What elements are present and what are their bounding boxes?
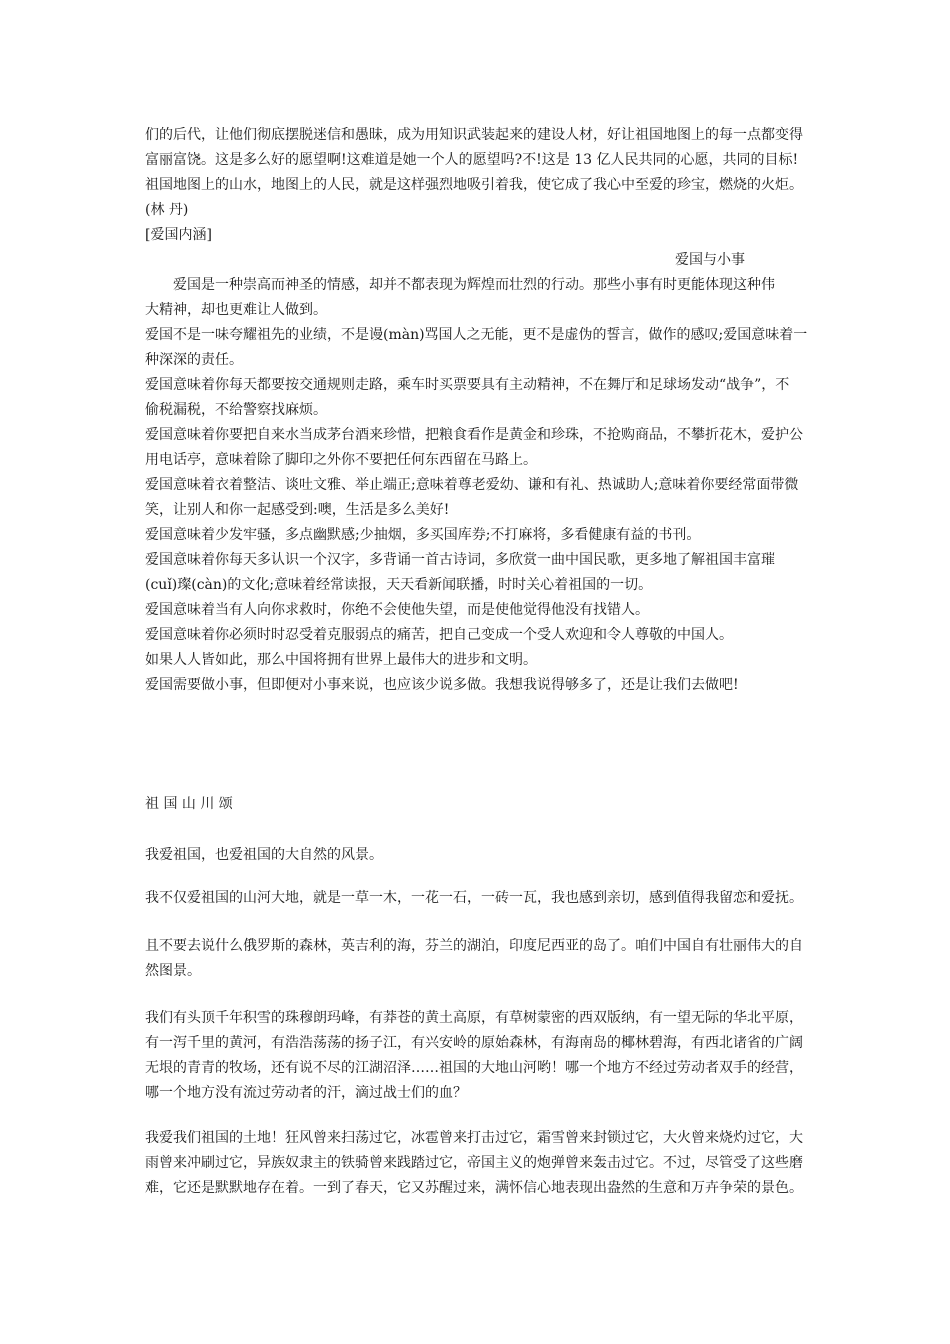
text-line: 爱国意味着你每天多认识一个汉字，多背诵一首古诗词，多欣赏一曲中国民歌，更多地了解祖国丰富璀 — [145, 552, 775, 568]
text-line: 爱国意味着少发牢骚，多点幽默感;少抽烟，多买国库券;不打麻将，多看健康有益的书刊。 — [145, 527, 701, 543]
text-line: 大精神，却也更难让人做到。 — [145, 302, 327, 318]
text-line: 爱国意味着当有人向你求救时，你绝不会使他失望，而是使他觉得他没有找错人。 — [145, 602, 649, 618]
paragraph: 我不仅爱祖国的山河大地，就是一草一木，一花一石，一砖一瓦，我也感到亲切，感到值得我留恋和爱抚。 — [145, 890, 803, 906]
section-label: [爱国内涵] — [145, 227, 212, 243]
paragraph — [145, 1126, 815, 1201]
text-line: 难，它还是默默地存在着。一到了春天，它又苏醒过来，满怀信心地表现出盎然的生意和万卉争荣的景色。 — [145, 1180, 803, 1196]
poem-title: 祖 国 山 川 颂 — [145, 796, 233, 812]
text-line: 如果人人皆如此，那么中国将拥有世界上最伟大的进步和文明。 — [145, 652, 537, 668]
article-title: 爱国与小事 — [675, 252, 745, 268]
text-line: 无垠的青青的牧场，还有说不尽的江湖沼泽……祖国的大地山河哟！哪一个地方不经过劳动者双手的经营， — [145, 1060, 803, 1076]
paragraph — [145, 934, 815, 984]
text-line: 爱国需要做小事，但即便对小事来说，也应该少说多做。我想我说得够多了，还是让我们去做吧! — [145, 677, 739, 693]
text-line: 用电话亭，意味着除了脚印之外你不要把任何东西留在马路上。 — [145, 452, 537, 468]
text-line: 偷税漏税，不给警察找麻烦。 — [145, 402, 327, 418]
text-line: 哪一个地方没有流过劳动者的汗，滴过战士们的血？ — [145, 1085, 467, 1101]
text-line: 爱国意味着衣着整洁、谈吐文雅、举止端正;意味着尊老爱幼、谦和有礼、热诚助人;意味着你要经常面带微 — [145, 477, 799, 493]
text-line: 有一泻千里的黄河，有浩浩荡荡的扬子江，有兴安岭的原始森林，有海南岛的椰林碧海，有西北诸省的广阔 — [145, 1035, 803, 1051]
text-line: 们的后代，让他们彻底摆脱迷信和愚昧，成为用知识武装起来的建设人材，好让祖国地图上的每一点都变得 — [145, 127, 803, 143]
text-line: 且不要去说什么俄罗斯的森林，英吉利的海，芬兰的湖泊，印度尼西亚的岛了。咱们中国自有壮丽伟大的自 — [145, 938, 803, 954]
text-line: 爱国意味着你每天都要按交通规则走路，乘车时买票要具有主动精神，不在舞厅和足球场发动“战争”，不 — [145, 377, 790, 393]
paragraph — [145, 1006, 815, 1106]
text-line: 祖国地图上的山水，地图上的人民，就是这样强烈地吸引着我，使它成了我心中至爱的珍宝，燃烧的火炬。 — [145, 177, 803, 193]
text-line: 我们有头顶千年积雪的珠穆朗玛峰，有莽苍的黄土高原，有草树蒙密的西双版纳，有一望无际的华北平原， — [145, 1010, 803, 1026]
section1-block — [145, 123, 815, 248]
text-line: 雨曾来冲刷过它，异族奴隶主的铁骑曾来践踏过它，帝国主义的炮弹曾来轰击过它。不过，尽管受了这些磨 — [145, 1155, 803, 1171]
text-line: 我爱我们祖国的土地！狂风曾来扫荡过它，冰雹曾来打击过它，霜雪曾来封锁过它，大火曾来烧灼过它，大 — [145, 1130, 803, 1146]
text-line: 爱国不是一味夸耀祖先的业绩，不是谩(màn)骂国人之无能，更不是虚伪的誓言，做作的感叹;爱国意味着一 — [145, 327, 808, 343]
text-line: (cuǐ)璨(càn)的文化;意味着经常读报，天天看新闻联播，时时关心着祖国的一切。 — [145, 577, 653, 593]
text-line: 爱国意味着你必须时时忍受着克服弱点的痛苦，把自己变成一个受人欢迎和令人尊敬的中国人。 — [145, 627, 733, 643]
paragraph: 我爱祖国，也爱祖国的大自然的风景。 — [145, 847, 383, 863]
text-line: 然图景。 — [145, 963, 201, 979]
text-line: 富丽富饶。这是多么好的愿望啊!这难道是她一个人的愿望吗?不!这是 13 亿人民共同的心愿，共同的目标! — [145, 152, 799, 168]
text-line: 种深深的责任。 — [145, 352, 243, 368]
text-line: 笑，让别人和你一起感受到:噢，生活是多么美好! — [145, 502, 450, 518]
text-line: 爱国意味着你要把自来水当成茅台酒来珍惜，把粮食看作是黄金和珍珠，不抢购商品，不攀折花木，爱护公 — [145, 427, 803, 443]
section2-block — [145, 273, 815, 698]
text-line: 爱国是一种崇高而神圣的情感，却并不都表现为辉煌而壮烈的行动。那些小事有时更能体现这种伟 — [173, 277, 775, 293]
author-credit: (林 丹) — [145, 202, 189, 218]
